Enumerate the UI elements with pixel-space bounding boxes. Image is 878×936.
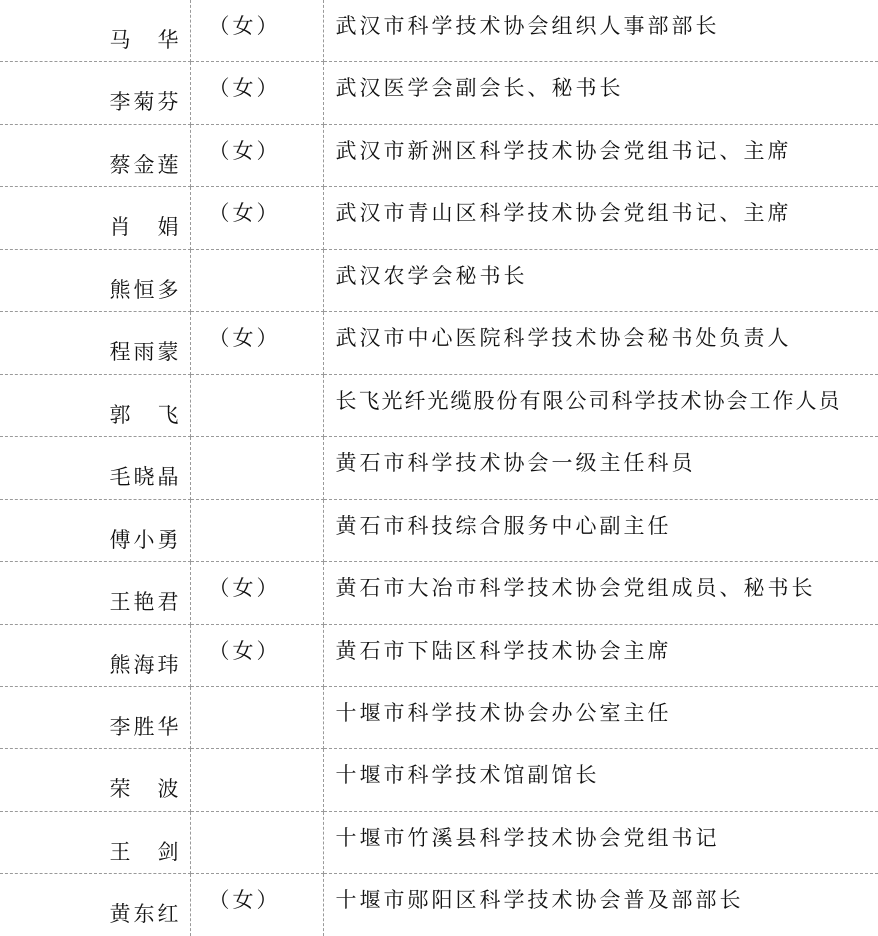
title-cell <box>323 0 878 62</box>
name-cell <box>0 187 190 249</box>
gender-cell <box>190 624 323 686</box>
title-cell <box>323 374 878 436</box>
member-title: 黄石市科学技术协会一级主任科员 <box>335 451 696 476</box>
gender-cell <box>190 62 323 124</box>
table-row <box>0 749 878 811</box>
title-cell <box>323 124 878 186</box>
table-row <box>0 437 878 499</box>
name-cell <box>0 499 190 561</box>
member-title: 武汉市青山区科学技术协会党组书记、主席 <box>335 201 792 226</box>
title-cell <box>323 811 878 873</box>
name-cell <box>0 0 190 62</box>
gender-cell <box>190 374 323 436</box>
title-cell <box>323 249 878 311</box>
member-title: 长飞光纤光缆股份有限公司科学技术协会工作人员 <box>335 388 842 413</box>
table-row <box>0 0 878 62</box>
title-cell <box>323 187 878 249</box>
member-name: 蔡金莲 <box>109 152 182 177</box>
member-gender <box>191 500 323 512</box>
member-gender <box>191 687 323 699</box>
title-cell <box>323 686 878 748</box>
gender-cell <box>190 124 323 186</box>
member-name: 马 华 <box>109 28 182 52</box>
table-row <box>0 874 878 936</box>
gender-cell <box>190 686 323 748</box>
member-title: 十堰市郧阳区科学技术协会普及部部长 <box>335 888 744 913</box>
member-name: 肖 娟 <box>109 215 182 240</box>
name-cell <box>0 811 190 873</box>
name-cell <box>0 437 190 499</box>
table-row <box>0 686 878 748</box>
name-cell <box>0 312 190 374</box>
gender-cell <box>190 0 323 62</box>
title-cell <box>323 874 878 936</box>
member-gender: （女） <box>208 138 281 163</box>
title-cell <box>323 562 878 624</box>
name-cell <box>0 686 190 748</box>
gender-cell <box>190 187 323 249</box>
gender-cell <box>190 437 323 499</box>
name-cell <box>0 874 190 936</box>
name-cell <box>0 749 190 811</box>
name-cell <box>0 374 190 436</box>
member-name: 王 剑 <box>109 839 182 864</box>
member-name: 李胜华 <box>109 714 182 739</box>
member-title: 黄石市大冶市科学技术协会党组成员、秘书长 <box>335 576 816 601</box>
table-row <box>0 187 878 249</box>
gender-cell <box>190 312 323 374</box>
member-name: 黄东红 <box>109 902 182 927</box>
gender-cell <box>190 811 323 873</box>
member-gender: （女） <box>208 888 281 913</box>
member-title: 武汉农学会秘书长 <box>335 263 528 288</box>
member-gender: （女） <box>208 576 281 601</box>
table-row <box>0 624 878 686</box>
table-row <box>0 374 878 436</box>
name-cell <box>0 249 190 311</box>
table-row <box>0 499 878 561</box>
gender-cell <box>190 749 323 811</box>
member-gender <box>191 749 323 761</box>
member-gender <box>191 812 323 824</box>
table-row <box>0 312 878 374</box>
member-title: 十堰市科学技术协会办公室主任 <box>335 700 672 725</box>
name-cell <box>0 62 190 124</box>
member-title: 十堰市竹溪县科学技术协会党组书记 <box>335 825 720 850</box>
member-name: 熊恒多 <box>109 277 182 302</box>
table-row <box>0 562 878 624</box>
name-cell <box>0 562 190 624</box>
title-cell <box>323 62 878 124</box>
member-name: 傅小勇 <box>109 527 182 552</box>
member-title: 十堰市科学技术馆副馆长 <box>335 763 600 788</box>
member-name: 荣 波 <box>109 777 182 802</box>
name-cell <box>0 624 190 686</box>
member-gender <box>191 437 323 449</box>
title-cell <box>323 499 878 561</box>
name-cell <box>0 124 190 186</box>
member-name: 王艳君 <box>109 590 182 615</box>
table-row <box>0 62 878 124</box>
member-gender: （女） <box>208 14 281 38</box>
gender-cell <box>190 249 323 311</box>
member-title: 武汉市中心医院科学技术协会秘书处负责人 <box>335 326 792 351</box>
member-name: 毛晓晶 <box>109 465 182 490</box>
member-gender <box>191 375 323 387</box>
gender-cell <box>190 874 323 936</box>
table-row <box>0 249 878 311</box>
member-name: 程雨蒙 <box>109 340 182 365</box>
member-name: 李菊芬 <box>109 90 182 115</box>
gender-cell <box>190 499 323 561</box>
member-title: 武汉医学会副会长、秘书长 <box>335 76 624 101</box>
member-gender: （女） <box>208 638 281 663</box>
member-gender: （女） <box>208 201 281 226</box>
member-gender <box>191 250 323 262</box>
member-name: 郭 飞 <box>109 402 182 427</box>
title-cell <box>323 749 878 811</box>
table-row <box>0 124 878 186</box>
member-gender: （女） <box>208 76 281 101</box>
table-row <box>0 811 878 873</box>
member-gender: （女） <box>208 326 281 351</box>
member-name: 熊海玮 <box>109 652 182 677</box>
title-cell <box>323 312 878 374</box>
title-cell <box>323 437 878 499</box>
member-title: 黄石市下陆区科学技术协会主席 <box>335 638 672 663</box>
member-title: 黄石市科技综合服务中心副主任 <box>335 513 672 538</box>
member-title: 武汉市新洲区科学技术协会党组书记、主席 <box>335 138 792 163</box>
title-cell <box>323 624 878 686</box>
gender-cell <box>190 562 323 624</box>
member-title: 武汉市科学技术协会组织人事部部长 <box>335 14 720 38</box>
